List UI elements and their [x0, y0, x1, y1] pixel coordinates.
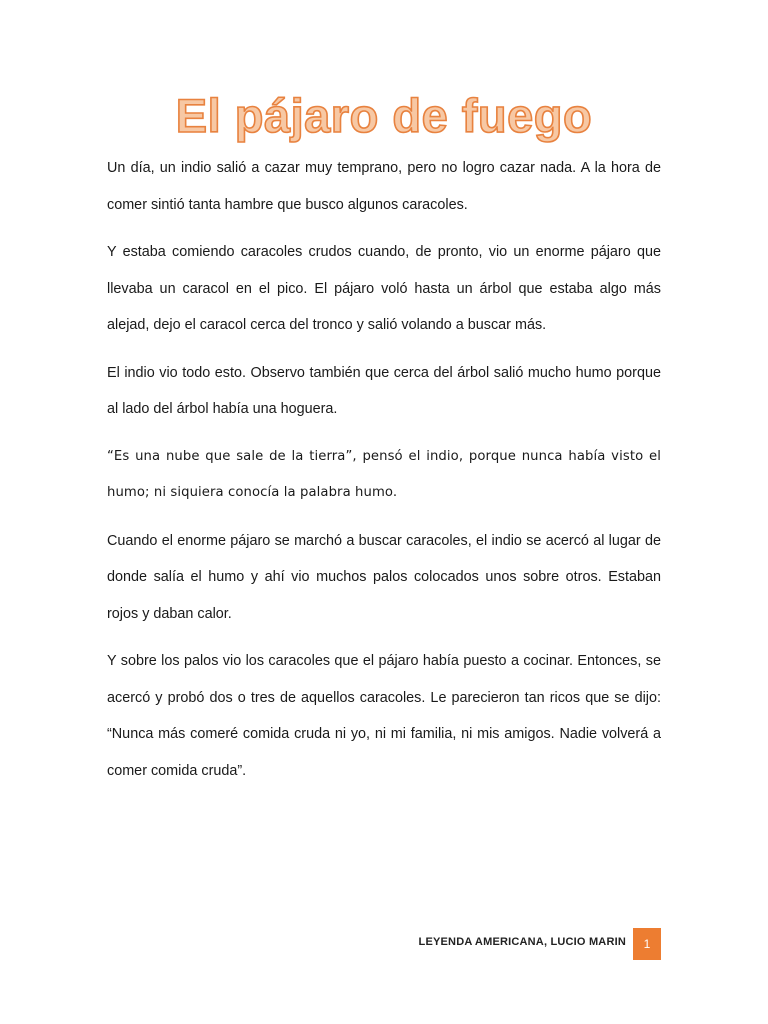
paragraph-2: Y estaba comiendo caracoles crudos cuando, de pronto, vio un enorme pájaro que llevaba un caracol en el pico. El pájaro voló hasta un árbol que estaba algo más alejad, dejo el caracol cerca del tronco y salió volando a buscar más.	[107, 244, 661, 333]
page-footer	[0, 928, 768, 960]
document-body	[107, 150, 661, 800]
page-number-badge: 1	[633, 928, 661, 960]
paragraph-4: “Es una nube que sale de la tierra”, pensó el indio, porque nunca había visto el humo; ni siquiera conocía la palabra humo.	[107, 448, 661, 500]
footer-text: LEYENDA AMERICANA, LUCIO MARIN	[418, 936, 626, 948]
paragraph-3: El indio vio todo esto. Observo también que cerca del árbol salió mucho humo porque al lado del árbol había una hoguera.	[107, 364, 661, 417]
paragraph-1: Un día, un indio salió a cazar muy temprano, pero no logro cazar nada. A la hora de comer sintió tanta hambre que busco algunos caracoles.	[107, 160, 661, 213]
paragraph-5: Cuando el enorme pájaro se marchó a buscar caracoles, el indio se acercó al lugar de donde salía el humo y ahí vio muchos palos colocados unos sobre otros. Estaban rojos y daban calor.	[107, 532, 661, 622]
paragraph-6: Y sobre los palos vio los caracoles que el pájaro había puesto a cocinar. Entonces, se acercó y probó dos o tres de aquellos caracoles. Le parecieron tan ricos que se dijo: “Nunca más comeré comida cruda ni yo, ni mi familia, ni mis amigos. Nadie volverá a comer comida cruda”.	[107, 653, 661, 779]
document-title: El pájaro de fuego	[175, 89, 593, 142]
